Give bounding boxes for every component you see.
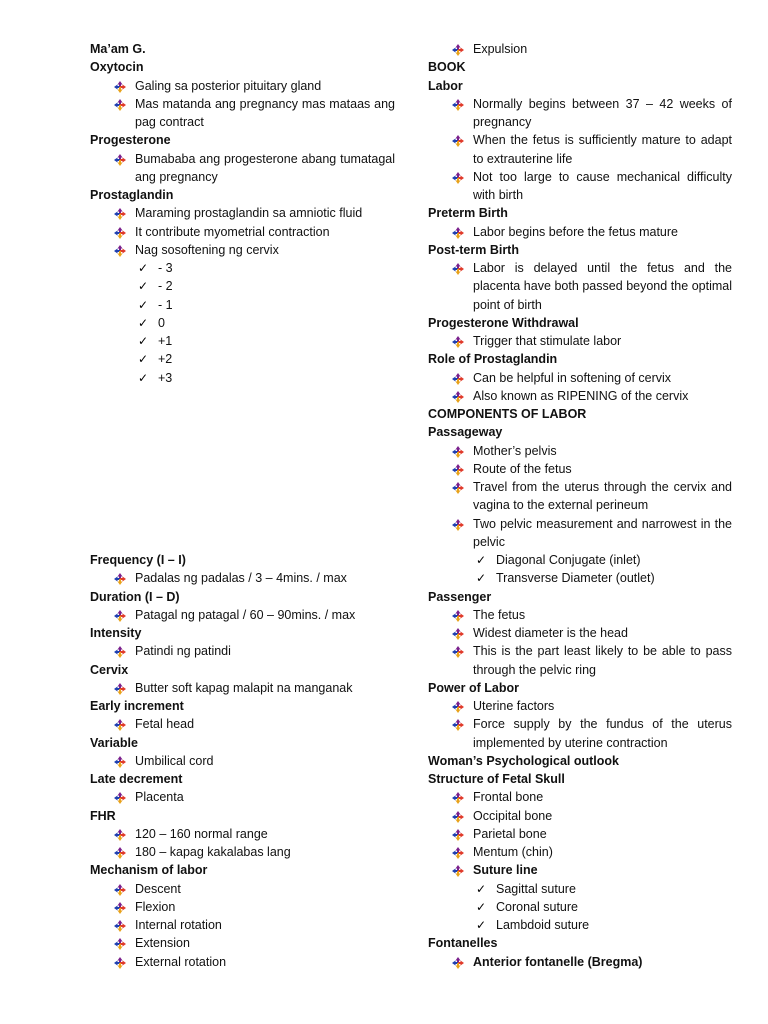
section-heading	[428, 58, 732, 76]
bullet-item	[428, 515, 732, 552]
check-item	[90, 369, 395, 387]
item-text: Descent	[135, 881, 181, 896]
item-text: Expulsion	[473, 42, 528, 56]
item-text: Mas matanda ang pregnancy mas mataas ang pag contract	[135, 96, 395, 129]
bullet-item	[90, 843, 395, 861]
check-item	[428, 880, 732, 898]
bullet-item	[90, 150, 395, 187]
section-heading	[90, 186, 395, 204]
check-item	[428, 916, 732, 934]
item-text: Lambdoid suture	[496, 918, 590, 932]
item-text: Mechanism of labor	[90, 863, 208, 878]
item-text: Not too large to cause mechanical difficulty with birth	[473, 169, 732, 202]
check-mark-icon: ✓	[138, 279, 149, 294]
item-text: FHR	[90, 808, 116, 823]
section-heading	[90, 661, 395, 679]
bullet-item	[428, 606, 732, 624]
item-text: +2	[158, 352, 173, 367]
bullet-item	[428, 843, 732, 861]
section-heading	[90, 588, 395, 606]
bullet-item	[90, 569, 395, 587]
four-color-arrow-bullet-icon	[452, 481, 464, 499]
item-text: Uterine factors	[473, 699, 555, 713]
item-text: Galing sa posterior pituitary gland	[135, 78, 322, 93]
blank-line	[90, 533, 395, 551]
item-text: Patagal ng patagal / 60 – 90mins. / max	[135, 607, 356, 622]
bullet-item	[428, 131, 732, 168]
check-mark-icon: ✓	[138, 370, 149, 385]
item-text: 0	[158, 315, 165, 330]
bullet-item	[428, 442, 732, 460]
item-text: Parietal bone	[473, 826, 547, 841]
item-text: Woman’s Psychological outlook	[428, 753, 620, 768]
bullet-item	[90, 953, 395, 971]
bullet-item	[90, 934, 395, 952]
bullet-item	[90, 642, 395, 660]
item-text: Progesterone	[90, 133, 171, 148]
bullet-item	[428, 460, 732, 478]
bullet-item	[428, 40, 732, 58]
blank-line	[90, 515, 395, 533]
item-text: +1	[158, 334, 173, 348]
item-text: It contribute myometrial contraction	[135, 224, 330, 239]
item-text: Can be helpful in softening of cervix	[473, 370, 672, 385]
item-text: Trigger that stimulate labor	[473, 334, 622, 348]
check-item	[90, 296, 395, 314]
item-text: This is the part least likely to be able to pass through the pelvic ring	[473, 644, 732, 677]
section-heading	[90, 40, 395, 58]
item-text: Maraming prostaglandin sa amniotic fluid	[135, 206, 363, 221]
item-text: Diagonal Conjugate (inlet)	[496, 553, 641, 567]
bullet-item	[90, 679, 395, 697]
section-heading	[90, 551, 395, 569]
item-text: Force supply by the fundus of the uterus implemented by uterine contraction	[473, 717, 732, 750]
bullet-item	[428, 825, 732, 843]
four-color-arrow-bullet-icon	[452, 171, 464, 189]
check-mark-icon: ✓	[138, 297, 149, 312]
right-column	[428, 40, 732, 971]
bullet-item	[428, 95, 732, 132]
check-item	[90, 314, 395, 332]
check-item	[90, 277, 395, 295]
section-heading	[428, 77, 732, 95]
item-text: Frontal bone	[473, 790, 544, 805]
bullet-item	[90, 880, 395, 898]
item-text: Sagittal suture	[496, 881, 576, 896]
four-color-arrow-bullet-icon	[452, 645, 464, 663]
four-color-arrow-bullet-icon	[114, 956, 126, 974]
section-heading	[90, 807, 395, 825]
item-text: Nag sosoftening ng cervix	[135, 242, 279, 257]
item-text: Fetal head	[135, 717, 195, 732]
check-mark-icon: ✓	[138, 315, 149, 330]
bullet-item	[428, 478, 732, 515]
item-text: Two pelvic measurement and narrowest in the pelvic	[473, 516, 732, 549]
section-heading	[428, 241, 732, 259]
item-text: Late decrement	[90, 772, 183, 786]
check-mark-icon: ✓	[138, 352, 149, 367]
item-text: Fontanelles	[428, 936, 498, 951]
item-text: Butter soft kapag malapit na manganak	[135, 680, 353, 695]
bullet-item	[90, 606, 395, 624]
item-text: Intensity	[90, 626, 142, 640]
bullet-item	[90, 223, 395, 241]
item-text: Normally begins between 37 – 42 weeks of pregnancy	[473, 96, 732, 129]
item-text: Structure of Fetal Skull	[428, 772, 565, 786]
check-item	[90, 332, 395, 350]
section-heading	[90, 624, 395, 642]
section-heading	[428, 204, 732, 222]
item-text: +3	[158, 370, 173, 385]
item-text: - 1	[158, 297, 173, 312]
section-heading	[90, 697, 395, 715]
four-color-arrow-bullet-icon	[114, 98, 126, 116]
item-text: Umbilical cord	[135, 753, 214, 768]
bullet-item	[90, 241, 395, 259]
item-text: Passageway	[428, 425, 503, 440]
item-text: Progesterone Withdrawal	[428, 315, 579, 330]
item-text: Duration (I – D)	[90, 589, 180, 604]
bullet-item	[90, 898, 395, 916]
section-heading	[90, 58, 395, 76]
check-mark-icon: ✓	[476, 571, 487, 586]
section-heading	[428, 752, 732, 770]
check-mark-icon: ✓	[476, 899, 487, 914]
four-color-arrow-bullet-icon	[114, 153, 126, 171]
bullet-item	[90, 916, 395, 934]
item-text: 120 – 160 normal range	[135, 826, 268, 841]
item-text: Anterior fontanelle (Bregma)	[473, 954, 643, 969]
item-text: Early increment	[90, 699, 184, 713]
blank-line	[90, 496, 395, 514]
four-color-arrow-bullet-icon	[452, 718, 464, 736]
check-mark-icon: ✓	[138, 261, 149, 275]
item-text: BOOK	[428, 60, 466, 75]
item-text: Power of Labor	[428, 680, 519, 695]
left-column	[90, 40, 395, 971]
section-heading	[428, 934, 732, 952]
item-text: Mentum (chin)	[473, 845, 553, 859]
item-text: Variable	[90, 735, 138, 750]
bullet-item	[90, 825, 395, 843]
section-heading	[428, 588, 732, 606]
item-text: Labor begins before the fetus mature	[473, 224, 678, 239]
bullet-item	[428, 369, 732, 387]
blank-line	[90, 478, 395, 496]
bullet-item	[428, 861, 732, 879]
check-item	[90, 350, 395, 368]
check-mark-icon: ✓	[476, 918, 487, 932]
section-heading	[90, 861, 395, 879]
four-color-arrow-bullet-icon	[452, 956, 464, 974]
blank-line	[90, 442, 395, 460]
bullet-item	[428, 387, 732, 405]
item-text: - 2	[158, 279, 173, 294]
item-text: Coronal suture	[496, 899, 578, 914]
item-text: 180 – kapag kakalabas lang	[135, 845, 291, 859]
blank-line	[90, 405, 395, 423]
item-text: Bumababa ang progesterone abang tumatagal ang pregnancy	[135, 151, 395, 184]
item-text: Passenger	[428, 589, 492, 604]
item-text: Preterm Birth	[428, 206, 508, 221]
bullet-item	[428, 788, 732, 806]
item-text: External rotation	[135, 954, 227, 969]
section-heading	[428, 350, 732, 368]
bullet-item	[90, 77, 395, 95]
item-text: Ma’am G.	[90, 42, 146, 56]
bullet-item	[90, 95, 395, 132]
section-heading	[428, 770, 732, 788]
item-text: Travel from the uterus through the cervix and vagina to the external perineum	[473, 480, 732, 513]
item-text: Labor is delayed until the fetus and the placenta have both passed beyond the optimal point of birth	[473, 261, 732, 312]
item-text: Extension	[135, 936, 190, 951]
item-text: Labor	[428, 78, 463, 93]
bullet-item	[90, 204, 395, 222]
blank-line	[90, 423, 395, 441]
item-text: COMPONENTS OF LABOR	[428, 407, 587, 421]
item-text: Cervix	[90, 662, 129, 677]
section-heading	[90, 734, 395, 752]
item-text: Widest diameter is the head	[473, 626, 628, 640]
section-heading	[428, 423, 732, 441]
check-item	[90, 259, 395, 277]
bullet-item	[90, 752, 395, 770]
item-text: Transverse Diameter (outlet)	[496, 571, 655, 586]
four-color-arrow-bullet-icon	[452, 134, 464, 152]
item-text: Mother’s pelvis	[473, 443, 557, 458]
section-heading	[428, 314, 732, 332]
bullet-item	[428, 697, 732, 715]
bullet-item	[428, 807, 732, 825]
bullet-item	[428, 642, 732, 679]
check-mark-icon: ✓	[476, 881, 487, 896]
four-color-arrow-bullet-icon	[452, 98, 464, 116]
item-text: Padalas ng padalas / 3 – 4mins. / max	[135, 571, 347, 586]
item-text: Oxytocin	[90, 60, 144, 75]
blank-line	[90, 387, 395, 405]
item-text: Suture line	[473, 863, 538, 878]
section-heading	[90, 131, 395, 149]
bullet-item	[90, 788, 395, 806]
check-item	[428, 898, 732, 916]
item-text: Also known as RIPENING of the cervix	[473, 388, 689, 403]
check-item	[428, 551, 732, 569]
section-heading	[90, 770, 395, 788]
item-text: - 3	[158, 261, 173, 275]
blank-line	[90, 460, 395, 478]
section-heading	[428, 679, 732, 697]
item-text: When the fetus is sufficiently mature to adapt to extrauterine life	[473, 133, 732, 166]
item-text: Placenta	[135, 790, 184, 805]
bullet-item	[428, 624, 732, 642]
item-text: Flexion	[135, 899, 176, 914]
item-text: Patindi ng patindi	[135, 644, 231, 659]
item-text: Post-term Birth	[428, 242, 519, 257]
bullet-item	[428, 259, 732, 314]
check-mark-icon: ✓	[138, 334, 149, 348]
bullet-item	[428, 168, 732, 205]
section-heading	[428, 405, 732, 423]
item-text: Frequency (I – I)	[90, 553, 186, 567]
check-item	[428, 569, 732, 587]
four-color-arrow-bullet-icon	[452, 518, 464, 536]
check-mark-icon: ✓	[476, 553, 487, 567]
bullet-item	[428, 715, 732, 752]
item-text: Prostaglandin	[90, 188, 174, 202]
bullet-item	[90, 715, 395, 733]
item-text: Occipital bone	[473, 808, 553, 823]
item-text: The fetus	[473, 607, 526, 622]
item-text: Internal rotation	[135, 918, 222, 932]
bullet-item	[428, 953, 732, 971]
bullet-item	[428, 332, 732, 350]
bullet-item	[428, 223, 732, 241]
four-color-arrow-bullet-icon	[452, 262, 464, 280]
item-text: Role of Prostaglandin	[428, 352, 558, 367]
item-text: Route of the fetus	[473, 461, 572, 476]
